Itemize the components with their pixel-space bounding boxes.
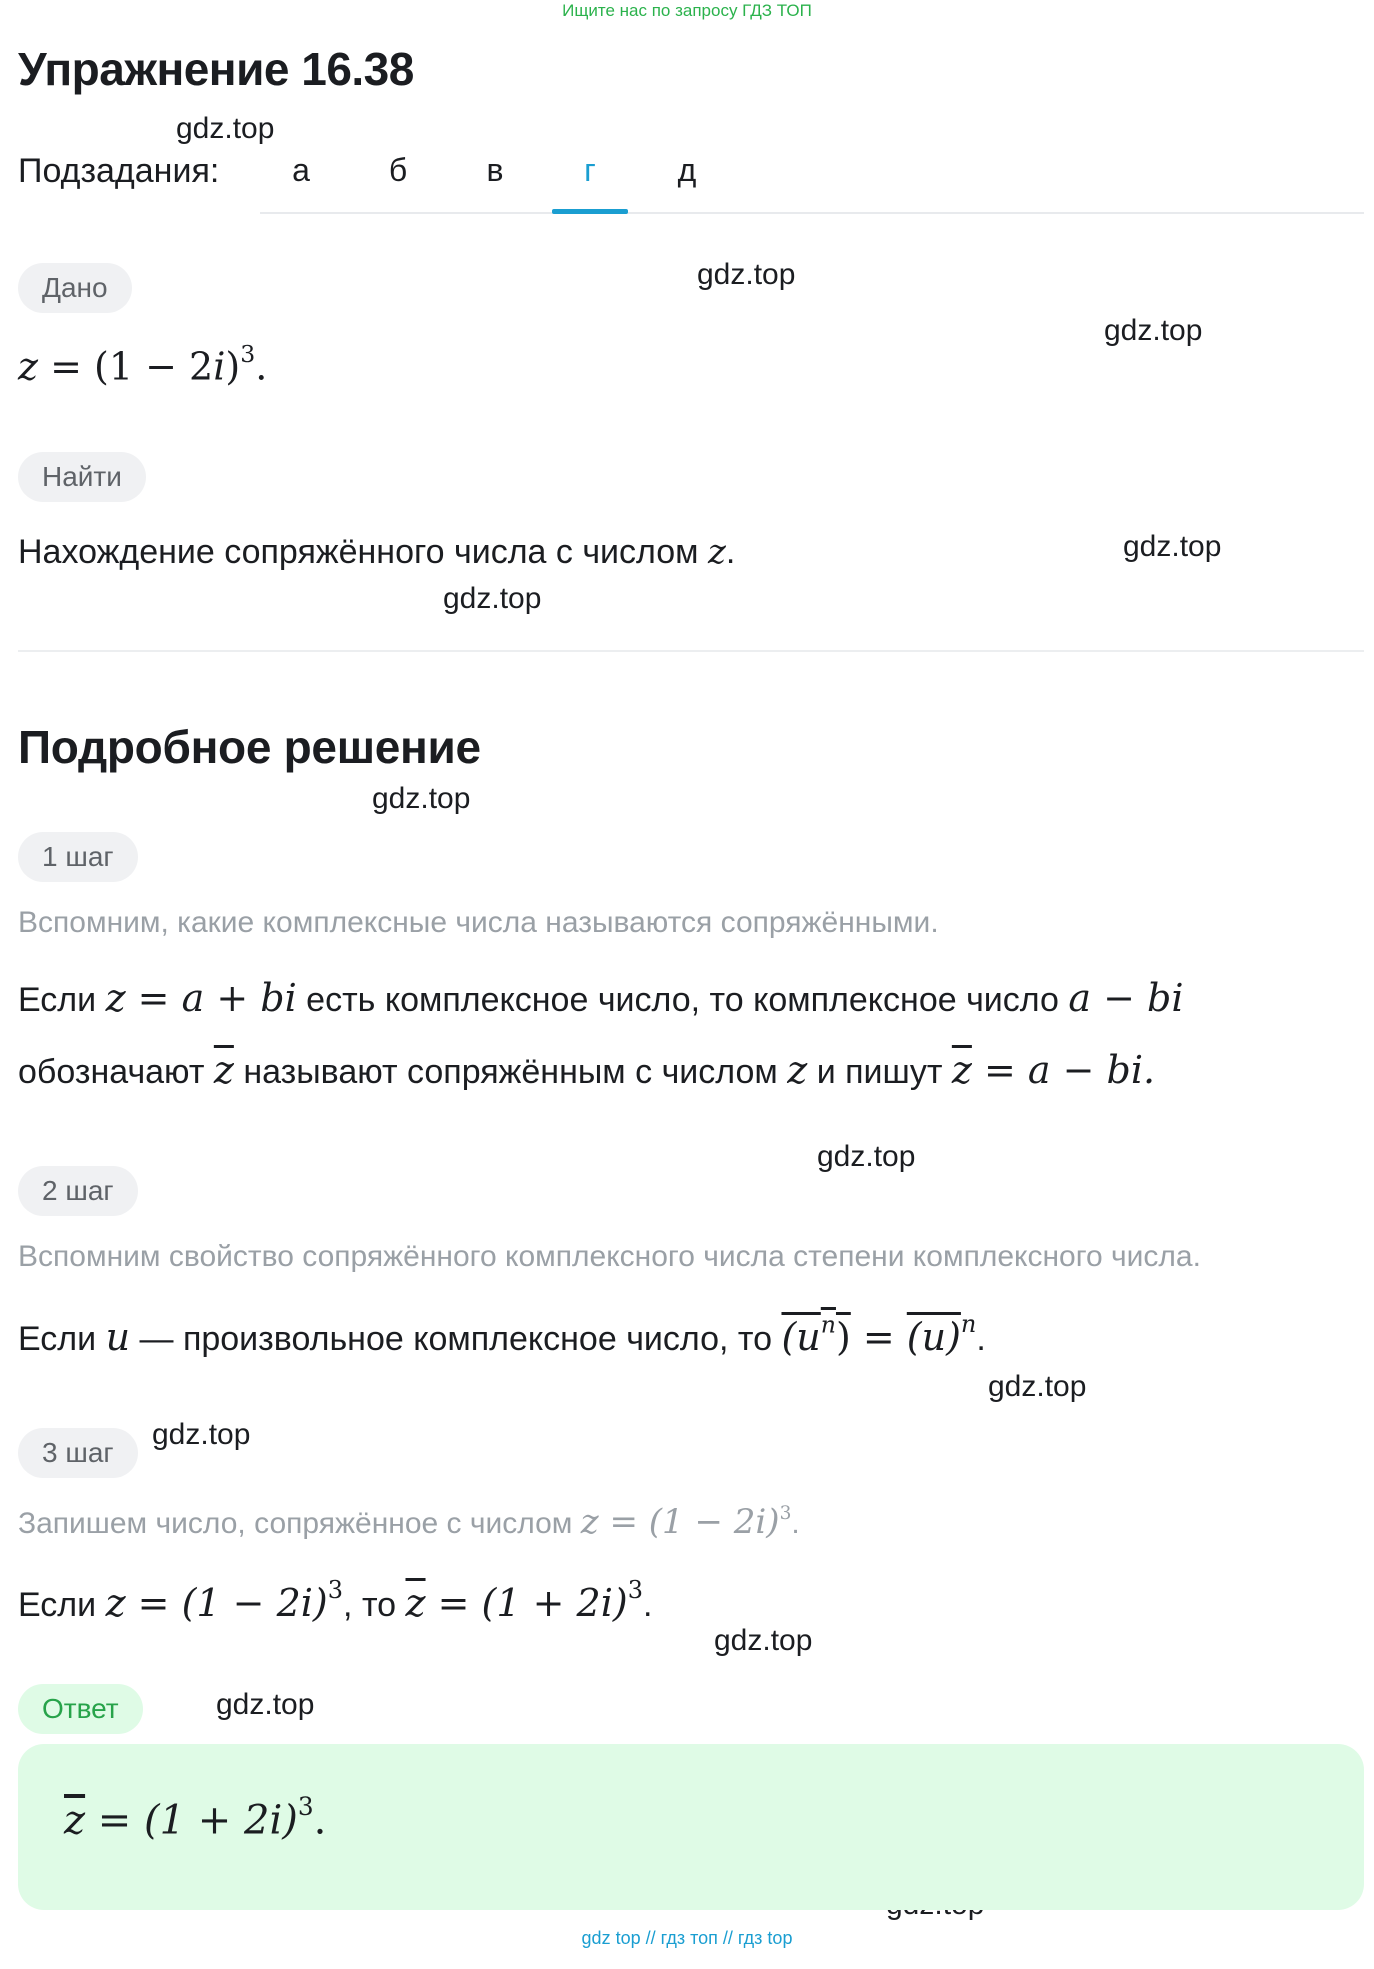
answer-exp: 3 — [297, 1792, 314, 1821]
step-3-math1: z = (1 − 2i) — [105, 1581, 328, 1625]
find-text-body: Нахождение сопряжённого числа с числом — [18, 533, 708, 571]
solution-heading: Подробное решение — [18, 721, 481, 773]
given-eq: = (1 − 2 — [38, 344, 214, 389]
step-2-pill: 2 шаг — [18, 1166, 138, 1216]
answer-pill: Ответ — [18, 1684, 143, 1734]
answer-expr-body: = (1 + 2i) — [85, 1797, 298, 1844]
step-2-u: u — [105, 1315, 131, 1359]
answer-zbar: $\overline{z}$ — [64, 1797, 86, 1844]
step-3-math2: = (1 + 2i) — [425, 1581, 628, 1625]
step-3-line — [18, 1576, 652, 1625]
watermark: gdz.top — [1123, 530, 1222, 563]
step-2-la: Если — [18, 1320, 106, 1358]
given-exponent: 3 — [240, 340, 256, 368]
subtasks-label: Подзадания: — [18, 152, 220, 190]
step-3-hint — [18, 1502, 800, 1542]
step-1-z: z — [787, 1048, 808, 1092]
watermark: gdz.top — [988, 1370, 1087, 1403]
step-1-hint: Вспомним, какие комплексные числа называются сопряжёнными. — [18, 906, 939, 939]
watermark: gdz.top — [216, 1688, 315, 1721]
step-1-zbar: $\overline{z}$ — [213, 1048, 234, 1092]
step-1-pill: 1 шаг — [18, 832, 138, 882]
step-2-hint: Вспомним свойство сопряжённого комплексного числа степени комплексного числа. — [18, 1240, 1201, 1273]
step-3-lb: , то — [343, 1586, 406, 1624]
step-2-rhs: (u) — [906, 1315, 961, 1359]
top-banner[interactable]: Ищите нас по запросу ГДЗ ТОП — [562, 1, 812, 20]
given-z: z — [18, 344, 39, 389]
tabs-divider — [260, 212, 1364, 214]
step-1-l2b: называют сопряжённым с числом — [233, 1053, 788, 1091]
step-1-line-1 — [18, 976, 1184, 1020]
page-title: Упражнение 16.38 — [18, 43, 414, 95]
given-period: . — [255, 344, 268, 389]
find-var: z — [708, 532, 726, 572]
step-1-l1a: Если — [18, 981, 106, 1019]
step-3-la: Если — [18, 1586, 106, 1624]
step-1-l2a: обозначают — [18, 1053, 214, 1091]
step-2-lb: — произвольное комплексное число, то — [130, 1320, 782, 1358]
given-i: i — [213, 344, 226, 389]
find-pill: Найти — [18, 452, 146, 502]
watermark: gdz.top — [372, 782, 471, 815]
watermark: gdz.top — [1104, 314, 1203, 347]
step-3-hint-text: Запишем число, сопряжённое с числом — [18, 1507, 581, 1540]
tab-v[interactable]: в — [486, 152, 504, 188]
watermark: gdz.top — [817, 1140, 916, 1173]
given-expression — [18, 340, 267, 390]
step-3-hint-exp: 3 — [779, 1503, 792, 1525]
step-3-exp1: 3 — [327, 1576, 344, 1604]
step-3-exp2: 3 — [627, 1576, 643, 1604]
step-2-eq: = — [850, 1315, 907, 1359]
step-1-l1-math2: a − bi — [1068, 976, 1184, 1020]
tab-d[interactable]: д — [677, 152, 697, 188]
step-1-l1-math: z = a + bi — [105, 976, 297, 1020]
tab-g[interactable]: г — [584, 152, 596, 188]
step-2-lhs-close: ) — [835, 1315, 851, 1359]
step-1-l1b: есть комплексное число, то комплексное число — [296, 981, 1069, 1019]
step-3-hint-end: . — [791, 1507, 800, 1540]
watermark: gdz.top — [714, 1624, 813, 1657]
answer-end: . — [313, 1797, 327, 1844]
step-3-hint-math: z = (1 − 2i) — [580, 1502, 780, 1542]
find-end: . — [725, 533, 736, 571]
step-1-line-2 — [18, 1048, 1155, 1092]
answer-expression — [64, 1792, 326, 1844]
footer-links[interactable]: gdz top // гдз топ // гдз top — [581, 1928, 793, 1948]
watermark: gdz.top — [697, 258, 796, 291]
watermark: gdz.top — [152, 1418, 251, 1451]
step-2-lhs-exp: n — [820, 1310, 836, 1339]
tab-a[interactable]: а — [292, 152, 310, 188]
given-close: ) — [225, 344, 241, 389]
active-tab-indicator — [552, 209, 628, 214]
step-3-pill: 3 шаг — [18, 1428, 138, 1478]
step-1-zbar-2: $\overline{z}$ — [951, 1048, 972, 1092]
step-3-end: . — [642, 1586, 653, 1624]
watermark: gdz.top — [176, 112, 275, 145]
find-text — [18, 532, 735, 572]
section-divider — [18, 650, 1364, 652]
tab-b[interactable]: б — [388, 152, 408, 188]
step-1-l2c: и пишут — [807, 1053, 952, 1091]
step-2-lhs: (u — [781, 1315, 821, 1359]
step-1-l2-eq: = a − bi. — [971, 1048, 1156, 1092]
step-3-zbar: $\overline{z}$ — [405, 1581, 426, 1625]
given-pill: Дано — [18, 263, 132, 313]
watermark: gdz.top — [443, 582, 542, 615]
step-2-lhs-group — [781, 1310, 851, 1359]
step-2-rhs-exp: n — [960, 1310, 977, 1338]
step-2-line — [18, 1310, 986, 1359]
step-2-end: . — [976, 1320, 986, 1358]
